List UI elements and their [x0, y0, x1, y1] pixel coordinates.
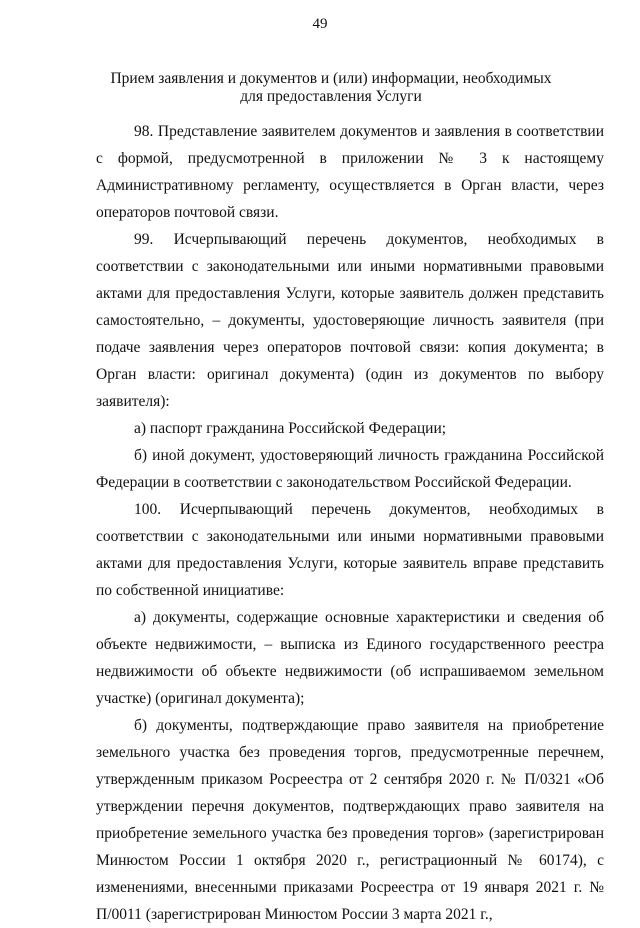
paragraph-100: 100. Исчерпывающий перечень документов, необходимых в соответствии с законодательными или иными нормативными правовыми актами для предоставления Услуги, которые заявитель вправе представить по собственной инициативе:	[96, 501, 604, 599]
paragraph-99-item-b: б) иной документ, удостоверяющий личность гражданина Российской Федерации в соответствии с законодательством Российской Федерации.	[96, 447, 604, 491]
heading-line-1: Прием заявления и документов и (или) информации, необходимых	[110, 70, 552, 87]
section-heading	[96, 70, 566, 106]
paragraph-100-item-b: б) документы, подтверждающие право заявителя на приобретение земельного участка без проведения торгов, предусмотренные перечнем, утвержденным приказом Росреестра от 2 сентября 2020 г. № П/0321 «Об утверждении перечня документов, подтверждающих право заявителя на приобретение земельного участка без проведения торгов» (зарегистрирован Минюстом России 1 октября 2020 г., регистрационный № 60174), с изменениями, внесенными приказами Росреестра от 19 января 2021 г. № П/0011 (зарегистрирован Минюстом России 3 марта 2021 г.,	[96, 717, 604, 923]
heading-line-2: для предоставления Услуги	[240, 88, 422, 105]
paragraph-100-item-a: а) документы, содержащие основные характеристики и сведения об объекте недвижимости, – выписка из Единого государственного реестра недвижимости об объекте недвижимости (об испрашиваемом земельном участке) (оригинал документа);	[96, 609, 604, 707]
page-number: 49	[312, 16, 328, 32]
document-body	[96, 118, 604, 928]
paragraph-99-item-a: а) паспорт гражданина Российской Федерации;	[134, 420, 447, 437]
paragraph-98: 98. Представление заявителем документов и заявления в соответствии с формой, предусмотренной в приложении № 3 к настоящему Административному регламенту, осуществляется в Орган власти, через операторов почтовой связи.	[96, 123, 604, 221]
paragraph-99: 99. Исчерпывающий перечень документов, необходимых в соответствии с законодательными или иными нормативными правовыми актами для предоставления Услуги, которые заявитель должен представить самостоятельно, – документы, удостоверяющие личность заявителя (при подаче заявления через операторов почтовой связи: копия документа; в Орган власти: оригинал документа) (один из документов по выбору заявителя):	[96, 231, 604, 410]
